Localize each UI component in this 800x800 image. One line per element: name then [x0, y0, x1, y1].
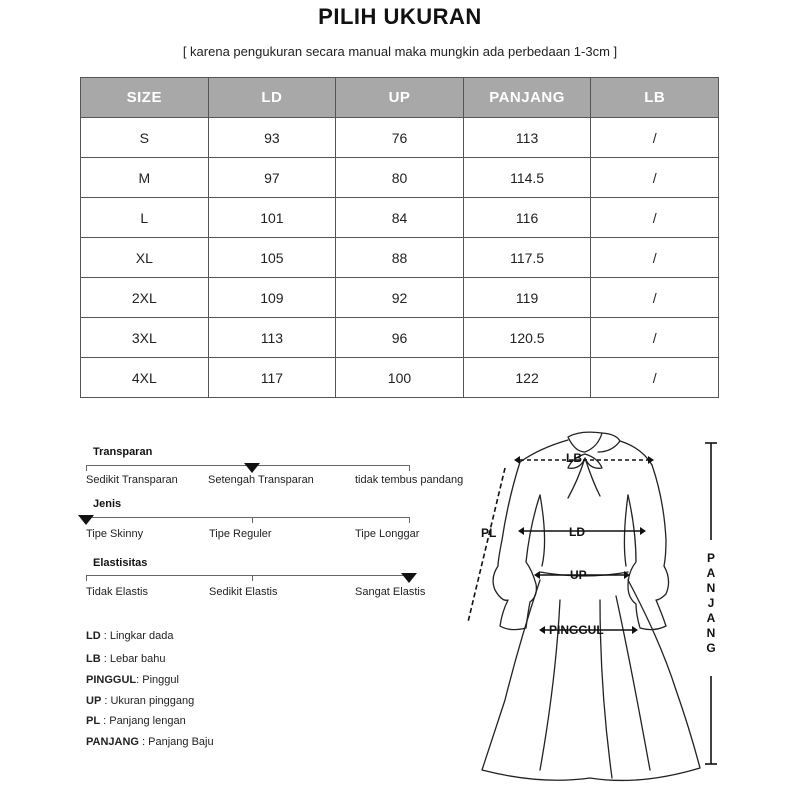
size-cell: 4XL — [81, 358, 209, 398]
size-cell: M — [81, 158, 209, 198]
legend-desc: : Panjang lengan — [100, 715, 186, 727]
ld-cell: 117 — [208, 358, 336, 398]
legend-abbr: PINGGUL — [86, 674, 137, 686]
arrow-icon — [640, 527, 646, 535]
lb-cell: / — [591, 118, 719, 158]
scale-label: tidak tembus pandang — [355, 474, 464, 486]
arrow-icon — [539, 626, 545, 634]
up-cell: 100 — [336, 358, 464, 398]
ld-label: LD — [569, 525, 585, 539]
ld-cell: 105 — [208, 238, 336, 278]
panjang-letter: G — [706, 641, 716, 655]
type-scale-title: Jenis — [93, 498, 122, 510]
ld-cell: 93 — [208, 118, 336, 158]
lb-cell: / — [591, 358, 719, 398]
measurement-note: [ karena pengukuran secara manual maka mungkin ada perbedaan 1-3cm ] — [182, 44, 618, 59]
legend-abbr: LD — [86, 630, 101, 642]
scale-label: Setengah Transparan — [208, 474, 314, 486]
panjang-letter: J — [707, 596, 715, 610]
size-cell: XL — [81, 238, 209, 278]
arrow-icon — [518, 527, 524, 535]
lb-cell: / — [591, 278, 719, 318]
up-cell: 88 — [336, 238, 464, 278]
skirt-outline — [482, 580, 700, 780]
elasticity-scale-title: Elastisitas — [93, 557, 148, 569]
panjang-cell: 117.5 — [463, 238, 591, 278]
up-cell: 80 — [336, 158, 464, 198]
legend-abbr: PL — [86, 715, 101, 727]
transparency-scale-title: Transparan — [93, 446, 153, 458]
scale-label: Tidak Elastis — [86, 586, 148, 598]
scale-label: Tipe Skinny — [86, 528, 144, 540]
size-cell: S — [81, 118, 209, 158]
lb-cell: / — [591, 318, 719, 358]
pl-label: PL — [481, 526, 497, 540]
arrow-icon — [632, 626, 638, 634]
up-label: UP — [570, 568, 587, 582]
scale-label: Tipe Reguler — [209, 528, 272, 540]
ld-cell: 113 — [208, 318, 336, 358]
arrow-icon — [534, 571, 540, 579]
panjang-cell: 122 — [463, 358, 591, 398]
scale-label: Sedikit Elastis — [209, 586, 278, 598]
legend-desc: : Ukuran pinggang — [101, 695, 195, 707]
collar-outline — [568, 432, 602, 452]
arrow-icon — [514, 456, 520, 464]
panjang-letter: A — [706, 566, 716, 580]
pl-measure-line — [468, 468, 505, 622]
lb-cell: / — [591, 158, 719, 198]
scale-label: Sangat Elastis — [355, 586, 426, 598]
legend-abbr: LB — [86, 653, 101, 665]
lb-cell: / — [591, 238, 719, 278]
header-ld: LD — [208, 78, 336, 118]
size-cell: L — [81, 198, 209, 238]
page-title: PILIH UKURAN — [318, 4, 482, 29]
up-cell: 84 — [336, 198, 464, 238]
panjang-cell: 114.5 — [463, 158, 591, 198]
up-cell: 92 — [336, 278, 464, 318]
legend-abbr: UP — [86, 695, 102, 707]
panjang-cell: 113 — [463, 118, 591, 158]
lb-label: LB — [566, 451, 582, 465]
lb-cell: / — [591, 198, 719, 238]
legend-desc: : Lingkar dada — [100, 630, 174, 642]
header-panjang: PANJANG — [463, 78, 591, 118]
up-cell: 96 — [336, 318, 464, 358]
panjang-letter: N — [706, 626, 716, 640]
scale-label: Tipe Longgar — [355, 528, 420, 540]
size-cell: 2XL — [81, 278, 209, 318]
header-lb: LB — [591, 78, 719, 118]
scale-label: Sedikit Transparan — [86, 474, 178, 486]
ld-cell: 97 — [208, 158, 336, 198]
panjang-cell: 119 — [463, 278, 591, 318]
right-sleeve-outline — [628, 465, 669, 630]
legend-desc: : Lebar bahu — [100, 653, 166, 665]
size-cell: 3XL — [81, 318, 209, 358]
pinggul-label: PINGGUL — [549, 623, 604, 637]
panjang-cell: 120.5 — [463, 318, 591, 358]
panjang-letter: A — [706, 611, 716, 625]
ld-cell: 109 — [208, 278, 336, 318]
up-cell: 76 — [336, 118, 464, 158]
legend-desc: : Pinggul — [136, 674, 179, 686]
panjang-letter: N — [706, 581, 716, 595]
ld-cell: 101 — [208, 198, 336, 238]
panjang-cell: 116 — [463, 198, 591, 238]
legend-abbr: PANJANG — [86, 736, 139, 748]
header-size: SIZE — [81, 78, 209, 118]
legend-desc: : Panjang Baju — [138, 736, 214, 748]
panjang-letter: P — [706, 551, 715, 565]
header-up: UP — [336, 78, 464, 118]
